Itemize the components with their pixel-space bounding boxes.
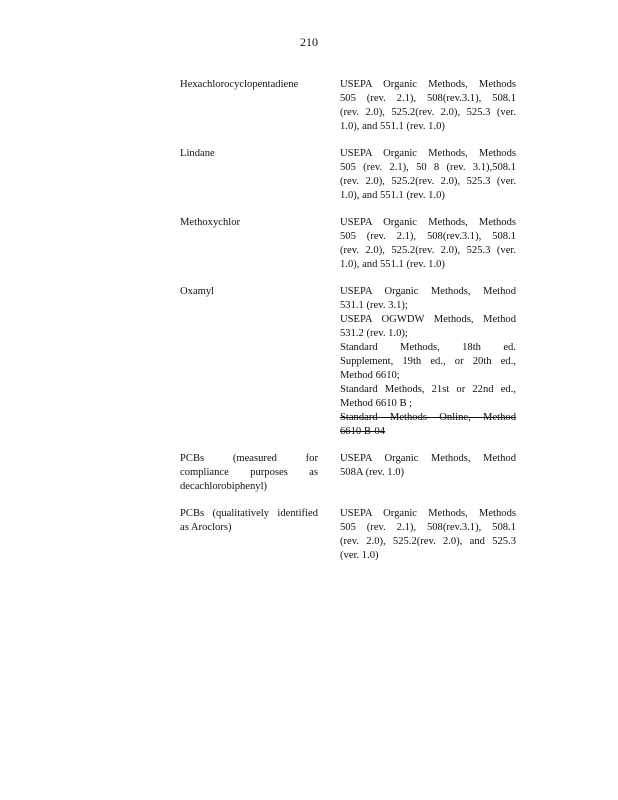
table-row [180, 507, 520, 563]
method-line: 1.0), and 551.1 (rev. 1.0) [340, 190, 445, 201]
method-line: 505 (rev. 2.1), 508(rev.3.1), 508.1 [340, 522, 516, 533]
struck-method-line: Standard Methods Online, Method [340, 412, 516, 423]
table-row [180, 78, 520, 134]
method-reference [340, 507, 516, 563]
substance-line: decachlorobiphenyl) [180, 481, 268, 492]
method-reference [340, 216, 516, 272]
method-line: USEPA Organic Methods, Methods [340, 148, 516, 159]
method-line: 531.2 (rev. 1.0); [340, 328, 408, 339]
substance-name [180, 507, 318, 535]
method-line: Standard Methods, 21st or 22nd ed., [340, 384, 516, 395]
method-line: USEPA Organic Methods, Methods [340, 217, 516, 228]
method-line: 531.1 (rev. 3.1); [340, 300, 408, 311]
method-line: USEPA Organic Methods, Method [340, 453, 516, 464]
method-line: (rev. 2.0), 525.2(rev. 2.0), 525.3 (ver. [340, 176, 516, 187]
method-line: (rev. 2.0), 525.2(rev. 2.0), 525.3 (ver. [340, 245, 516, 256]
method-line: 505 (rev. 2.1), 508(rev.3.1), 508.1 [340, 231, 516, 242]
page-number: 210 [300, 35, 318, 49]
substance-line: as Aroclors) [180, 522, 232, 533]
substance-name: Hexachlorocyclopentadiene [180, 79, 299, 90]
method-line: Standard Methods, 18th ed. [340, 342, 516, 353]
method-line: USEPA Organic Methods, Methods [340, 79, 516, 90]
substance-line: compliance purposes as [180, 467, 318, 478]
method-line: USEPA Organic Methods, Methods [340, 508, 516, 519]
substance-name: Lindane [180, 148, 215, 159]
method-line: Method 6610; [340, 370, 400, 381]
table-row [180, 147, 520, 203]
substance-line: PCBs (qualitatively identified [180, 508, 318, 519]
method-line: 505 (rev. 2.1), 508(rev.3.1), 508.1 [340, 93, 516, 104]
method-line: USEPA OGWDW Methods, Method [340, 314, 516, 325]
substance-name: Methoxychlor [180, 217, 241, 228]
method-reference [340, 285, 516, 439]
substance-name [180, 452, 318, 494]
method-line: 1.0), and 551.1 (rev. 1.0) [340, 259, 445, 270]
substance-name: Oxamyl [180, 286, 215, 297]
analyte-method-table [180, 78, 520, 576]
method-line: (rev. 2.0), 525.2(rev. 2.0), and 525.3 [340, 536, 516, 547]
table-row [180, 452, 520, 494]
table-row [180, 216, 520, 272]
method-reference [340, 78, 516, 134]
method-reference [340, 147, 516, 203]
substance-line: PCBs (measured for [180, 453, 318, 464]
method-line: 505 (rev. 2.1), 50 8 (rev. 3.1),508.1 [340, 162, 516, 173]
table-row [180, 285, 520, 439]
method-line: USEPA Organic Methods, Method [340, 286, 516, 297]
method-line: Supplement, 19th ed., or 20th ed., [340, 356, 516, 367]
method-line: Method 6610 B ; [340, 398, 413, 409]
method-reference [340, 452, 516, 480]
method-line: (rev. 2.0), 525.2(rev. 2.0), 525.3 (ver. [340, 107, 516, 118]
struck-method-line: 6610 B-04 [340, 426, 386, 437]
method-line: 1.0), and 551.1 (rev. 1.0) [340, 121, 445, 132]
method-line: 508A (rev. 1.0) [340, 467, 405, 478]
method-line: (ver. 1.0) [340, 550, 379, 561]
